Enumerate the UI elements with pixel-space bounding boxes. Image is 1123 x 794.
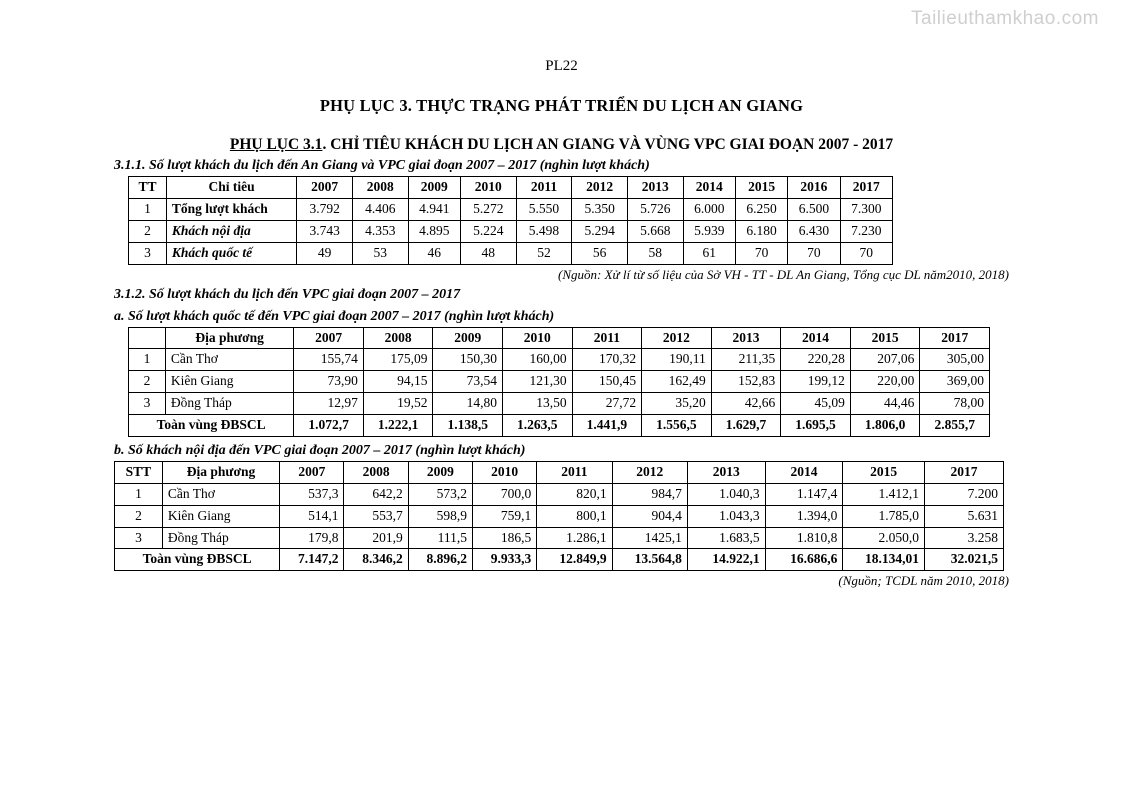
col-2015: 2015 xyxy=(850,327,920,349)
cell-value: 5.550 xyxy=(516,198,572,220)
cell-value: 48 xyxy=(460,242,516,264)
table-row xyxy=(115,505,1004,527)
cell-total-value: 8.896,2 xyxy=(408,549,472,571)
section-3-1-1-heading: 3.1.1. Số lượt khách du lịch đến An Giang và VPC giai đoạn 2007 – 2017 (nghìn lượt khách) xyxy=(114,158,650,173)
table-row xyxy=(115,483,1004,505)
col-stt: STT xyxy=(115,461,163,483)
cell-value: 121,30 xyxy=(503,371,573,393)
cell-total-value: 1.263,5 xyxy=(503,415,573,437)
col-2009: 2009 xyxy=(408,177,460,199)
col-2011: 2011 xyxy=(537,461,612,483)
cell-value: 1.394,0 xyxy=(765,505,843,527)
cell-value: 5.224 xyxy=(460,220,516,242)
cell-label: Cần Thơ xyxy=(162,483,279,505)
col-2008: 2008 xyxy=(352,177,408,199)
cell-value: 220,00 xyxy=(850,371,920,393)
col-2009: 2009 xyxy=(408,461,472,483)
cell-value: 111,5 xyxy=(408,527,472,549)
table-an-giang-vpc xyxy=(128,176,893,265)
cell-total-value: 1.629,7 xyxy=(711,415,781,437)
cell-value: 1.810,8 xyxy=(765,527,843,549)
cell-value: 1.286,1 xyxy=(537,527,612,549)
cell-index: 1 xyxy=(115,483,163,505)
cell-label: Kiên Giang xyxy=(165,371,293,393)
cell-label: Đồng Tháp xyxy=(165,393,293,415)
cell-value: 800,1 xyxy=(537,505,612,527)
cell-value: 162,49 xyxy=(642,371,712,393)
cell-value: 14,80 xyxy=(433,393,503,415)
cell-label: Cần Thơ xyxy=(165,349,293,371)
subtitle-underlined: PHỤ LỤC 3.1 xyxy=(229,136,323,153)
cell-value: 1.040,3 xyxy=(687,483,765,505)
cell-value: 5.294 xyxy=(572,220,628,242)
cell-value: 6.500 xyxy=(788,198,840,220)
cell-value: 150,30 xyxy=(433,349,503,371)
cell-value: 6.250 xyxy=(735,198,787,220)
cell-value: 179,8 xyxy=(280,527,344,549)
table-row xyxy=(129,349,990,371)
cell-value: 3.258 xyxy=(924,527,1003,549)
cell-value: 70 xyxy=(735,242,787,264)
col-2013: 2013 xyxy=(687,461,765,483)
cell-value: 160,00 xyxy=(503,349,573,371)
cell-value: 201,9 xyxy=(344,527,408,549)
cell-total-value: 1.441,9 xyxy=(572,415,642,437)
col-2014: 2014 xyxy=(765,461,843,483)
cell-total-value: 8.346,2 xyxy=(344,549,408,571)
cell-value: 190,11 xyxy=(642,349,712,371)
cell-total-value: 13.564,8 xyxy=(612,549,687,571)
col-2016: 2016 xyxy=(788,177,840,199)
cell-value: 70 xyxy=(788,242,840,264)
cell-total-value: 1.222,1 xyxy=(363,415,433,437)
cell-label: Khách quốc tế xyxy=(166,242,296,264)
cell-total-value: 18.134,01 xyxy=(843,549,925,571)
col-2015: 2015 xyxy=(735,177,787,199)
col-2015: 2015 xyxy=(843,461,925,483)
cell-index: 3 xyxy=(115,527,163,549)
cell-index: 2 xyxy=(115,505,163,527)
cell-value: 150,45 xyxy=(572,371,642,393)
subtitle-rest: . CHỈ TIÊU KHÁCH DU LỊCH AN GIANG VÀ VÙNG VPC GIAI ĐOẠN 2007 - 2017 xyxy=(322,136,894,153)
cell-value: 211,35 xyxy=(711,349,781,371)
cell-value: 5.668 xyxy=(627,220,683,242)
section-a-heading: a. Số lượt khách quốc tế đến VPC giai đoạn 2007 – 2017 (nghìn lượt khách) xyxy=(114,308,555,324)
cell-value: 61 xyxy=(683,242,735,264)
cell-value: 52 xyxy=(516,242,572,264)
cell-total-value: 1.072,7 xyxy=(294,415,364,437)
cell-value: 12,97 xyxy=(294,393,364,415)
cell-value: 186,5 xyxy=(472,527,536,549)
cell-value: 94,15 xyxy=(363,371,433,393)
cell-value: 553,7 xyxy=(344,505,408,527)
cell-value: 1.147,4 xyxy=(765,483,843,505)
col-2011: 2011 xyxy=(572,327,642,349)
cell-value: 199,12 xyxy=(781,371,851,393)
cell-value: 73,90 xyxy=(294,371,364,393)
cell-value: 6.180 xyxy=(735,220,787,242)
table-international-visitors xyxy=(128,327,990,437)
cell-value: 5.350 xyxy=(572,198,628,220)
table-row xyxy=(129,242,893,264)
table-row xyxy=(129,393,990,415)
cell-tt: 2 xyxy=(129,220,167,242)
cell-total-value: 14.922,1 xyxy=(687,549,765,571)
col-2012: 2012 xyxy=(612,461,687,483)
cell-total-label: Toàn vùng ĐBSCL xyxy=(115,549,280,571)
cell-value: 1425,1 xyxy=(612,527,687,549)
cell-label: Kiên Giang xyxy=(162,505,279,527)
cell-value: 700,0 xyxy=(472,483,536,505)
table-domestic-visitors xyxy=(114,461,1004,571)
cell-value: 46 xyxy=(408,242,460,264)
cell-total-value: 7.147,2 xyxy=(280,549,344,571)
cell-total-value: 9.933,3 xyxy=(472,549,536,571)
col-2017: 2017 xyxy=(920,327,990,349)
cell-value: 35,20 xyxy=(642,393,712,415)
col-2014: 2014 xyxy=(781,327,851,349)
cell-value: 42,66 xyxy=(711,393,781,415)
col-2007: 2007 xyxy=(297,177,353,199)
col-2017: 2017 xyxy=(924,461,1003,483)
cell-value: 45,09 xyxy=(781,393,851,415)
cell-total-value: 2.855,7 xyxy=(920,415,990,437)
cell-value: 49 xyxy=(297,242,353,264)
cell-value: 6.430 xyxy=(788,220,840,242)
cell-index: 3 xyxy=(129,393,166,415)
cell-value: 58 xyxy=(627,242,683,264)
table-header-row xyxy=(129,327,990,349)
col-2013: 2013 xyxy=(627,177,683,199)
table-total-row xyxy=(115,549,1004,571)
col-2008: 2008 xyxy=(344,461,408,483)
cell-value: 44,46 xyxy=(850,393,920,415)
table-header-row xyxy=(129,177,893,199)
cell-total-value: 1.695,5 xyxy=(781,415,851,437)
cell-total-value: 16.686,6 xyxy=(765,549,843,571)
cell-value: 6.000 xyxy=(683,198,735,220)
cell-value: 152,83 xyxy=(711,371,781,393)
cell-value: 984,7 xyxy=(612,483,687,505)
cell-value: 13,50 xyxy=(503,393,573,415)
col-2007: 2007 xyxy=(294,327,364,349)
cell-value: 5.498 xyxy=(516,220,572,242)
cell-label: Khách nội địa xyxy=(166,220,296,242)
col-dia-phuong: Địa phương xyxy=(165,327,293,349)
cell-value: 78,00 xyxy=(920,393,990,415)
cell-value: 759,1 xyxy=(472,505,536,527)
cell-value: 56 xyxy=(572,242,628,264)
col-2014: 2014 xyxy=(683,177,735,199)
document-subtitle xyxy=(114,136,1009,154)
cell-value: 642,2 xyxy=(344,483,408,505)
cell-total-label: Toàn vùng ĐBSCL xyxy=(129,415,294,437)
table-header-row xyxy=(115,461,1004,483)
cell-total-value: 1.806,0 xyxy=(850,415,920,437)
cell-value: 155,74 xyxy=(294,349,364,371)
col-index xyxy=(129,327,166,349)
cell-value: 1.412,1 xyxy=(843,483,925,505)
cell-value: 5.631 xyxy=(924,505,1003,527)
cell-value: 5.272 xyxy=(460,198,516,220)
cell-value: 220,28 xyxy=(781,349,851,371)
col-2017: 2017 xyxy=(840,177,892,199)
table-row xyxy=(129,371,990,393)
cell-value: 820,1 xyxy=(537,483,612,505)
col-2007: 2007 xyxy=(280,461,344,483)
col-dia-phuong: Địa phương xyxy=(162,461,279,483)
cell-value: 573,2 xyxy=(408,483,472,505)
section-3-1-2-heading: 3.1.2. Số lượt khách du lịch đến VPC giai đoạn 2007 – 2017 xyxy=(114,286,461,302)
cell-value: 7.200 xyxy=(924,483,1003,505)
cell-value: 7.230 xyxy=(840,220,892,242)
watermark: Tailieuthamkhao.com xyxy=(911,8,1099,29)
cell-value: 369,00 xyxy=(920,371,990,393)
cell-value: 5.726 xyxy=(627,198,683,220)
cell-value: 3.792 xyxy=(297,198,353,220)
source-note-2: (Nguồn; TCDL năm 2010, 2018) xyxy=(838,573,1009,589)
section-b-heading: b. Số khách nội địa đến VPC giai đoạn 2007 – 2017 (nghìn lượt khách) xyxy=(114,442,526,458)
page-label: PL22 xyxy=(545,58,578,74)
cell-total-value: 32.021,5 xyxy=(924,549,1003,571)
cell-index: 2 xyxy=(129,371,166,393)
cell-value: 53 xyxy=(352,242,408,264)
source-note-1: (Nguồn: Xử lí từ số liệu của Sở VH - TT - DL An Giang, Tổng cục DL năm2010, 2018) xyxy=(558,266,1009,282)
cell-value: 27,72 xyxy=(572,393,642,415)
cell-value: 207,06 xyxy=(850,349,920,371)
cell-tt: 1 xyxy=(129,198,167,220)
cell-value: 3.743 xyxy=(297,220,353,242)
cell-value: 1.043,3 xyxy=(687,505,765,527)
col-chi-tieu: Chỉ tiêu xyxy=(166,177,296,199)
cell-value: 19,52 xyxy=(363,393,433,415)
col-2010: 2010 xyxy=(472,461,536,483)
cell-total-value: 1.556,5 xyxy=(642,415,712,437)
cell-value: 1.683,5 xyxy=(687,527,765,549)
cell-label: Đồng Tháp xyxy=(162,527,279,549)
col-2013: 2013 xyxy=(711,327,781,349)
col-2011: 2011 xyxy=(516,177,572,199)
cell-value: 70 xyxy=(840,242,892,264)
cell-value: 1.785,0 xyxy=(843,505,925,527)
cell-value: 7.300 xyxy=(840,198,892,220)
table-total-row xyxy=(129,415,990,437)
cell-index: 1 xyxy=(129,349,166,371)
col-2010: 2010 xyxy=(503,327,573,349)
cell-total-value: 1.138,5 xyxy=(433,415,503,437)
cell-value: 4.895 xyxy=(408,220,460,242)
col-2010: 2010 xyxy=(460,177,516,199)
cell-value: 170,32 xyxy=(572,349,642,371)
cell-value: 904,4 xyxy=(612,505,687,527)
col-2012: 2012 xyxy=(572,177,628,199)
document-title: PHỤ LỤC 3. THỰC TRẠNG PHÁT TRIỂN DU LỊCH AN GIANG xyxy=(319,96,804,115)
cell-value: 4.353 xyxy=(352,220,408,242)
cell-value: 598,9 xyxy=(408,505,472,527)
cell-value: 73,54 xyxy=(433,371,503,393)
cell-label: Tổng lượt khách xyxy=(166,198,296,220)
table-row xyxy=(129,220,893,242)
cell-value: 305,00 xyxy=(920,349,990,371)
cell-value: 4.941 xyxy=(408,198,460,220)
cell-tt: 3 xyxy=(129,242,167,264)
document-content xyxy=(114,96,1009,593)
col-2012: 2012 xyxy=(642,327,712,349)
cell-value: 2.050,0 xyxy=(843,527,925,549)
cell-value: 514,1 xyxy=(280,505,344,527)
cell-value: 5.939 xyxy=(683,220,735,242)
cell-value: 175,09 xyxy=(363,349,433,371)
col-2009: 2009 xyxy=(433,327,503,349)
cell-value: 537,3 xyxy=(280,483,344,505)
col-2008: 2008 xyxy=(363,327,433,349)
cell-value: 4.406 xyxy=(352,198,408,220)
table-row xyxy=(115,527,1004,549)
table-row xyxy=(129,198,893,220)
col-tt: TT xyxy=(129,177,167,199)
cell-total-value: 12.849,9 xyxy=(537,549,612,571)
